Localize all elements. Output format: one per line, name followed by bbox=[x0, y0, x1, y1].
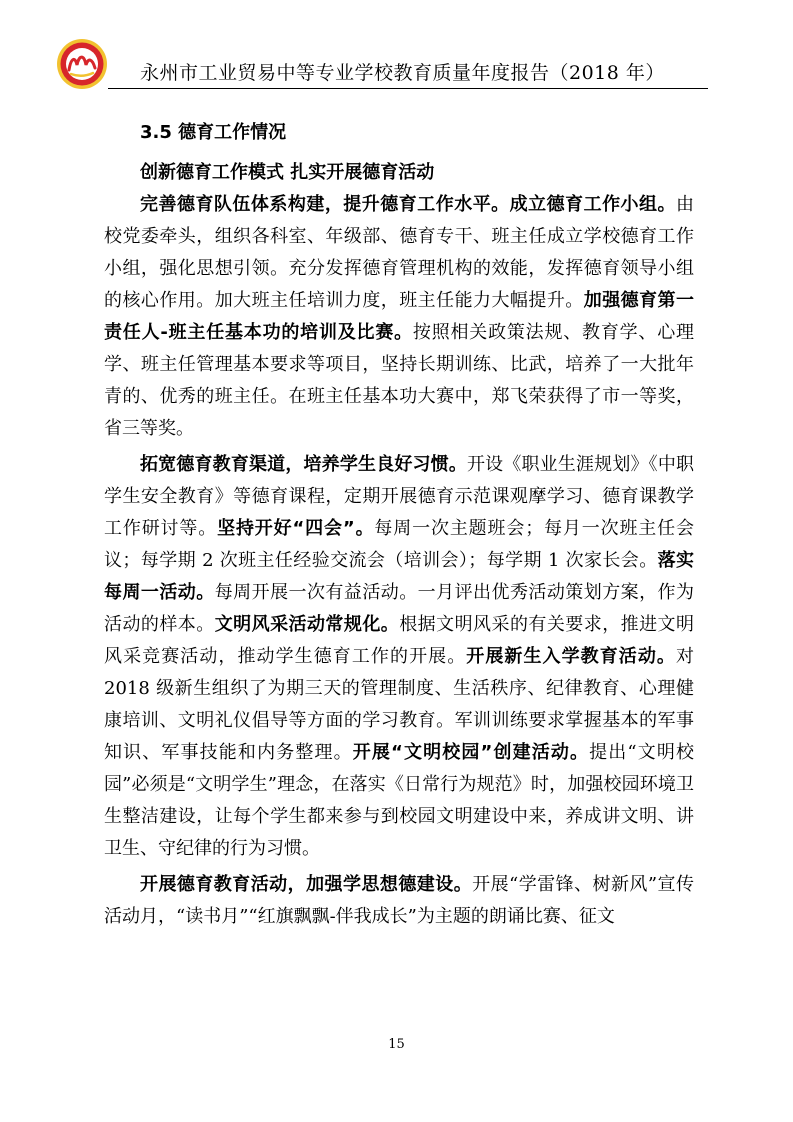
document-body bbox=[104, 117, 694, 933]
school-logo-icon bbox=[56, 38, 108, 90]
body-text: 开展“学雷锋、树新风”宣传活动月，“读书月”“红旗飘飘-伴我成长”为主题的朗诵比赛、征文 bbox=[104, 874, 694, 927]
body-text: 对 2018 级新生组织了为期三天的管理制度、生活秩序、纪律教育、心理健康培训、文明礼仪倡导等方面的学习教育。军训训练要求掌握基本的军事知识、军事技能和内务整理。 bbox=[104, 646, 694, 763]
subtitle: 创新德育工作模式 扎实开展德育活动 bbox=[140, 162, 435, 183]
paragraph-moral-activities bbox=[104, 869, 694, 933]
header-title: 永州市工业贸易中等专业学校教育质量年度报告（2018 年） bbox=[140, 62, 665, 84]
paragraph-education-channels bbox=[104, 449, 694, 865]
body-text: 提出“文明校园”必须是“文明学生”理念，在落实《日常行为规范》时，加强校园环境卫生整洁建设，让每个学生都来参与到校园文明建设中来，养成讲文明、讲卫生、守纪律的行为习惯。 bbox=[104, 742, 694, 859]
body-text: 根据文明风采的有关要求，推进文明风采竞赛活动，推动学生德育工作的开展。 bbox=[104, 614, 695, 667]
bold-phrase: 坚持开好“四会”。 bbox=[217, 518, 375, 539]
body-text: 按照相关政策法规、教育学、心理学、班主任管理基本要求等项目，坚持长期训练、比武，培养了一大批年青的、优秀的班主任。在班主任基本功大赛中，郑飞荣获得了市一等奖，省三等奖。 bbox=[104, 322, 694, 439]
bold-phrase: 完善德育队伍体系构建，提升德育工作水平。成立德育工作小组。 bbox=[140, 194, 676, 215]
bold-phrase: 拓宽德育教育渠道，培养学生良好习惯。 bbox=[140, 454, 467, 475]
body-text: 开设《职业生涯规划》《中职学生安全教育》等德育课程，定期开展德育示范课观摩学习、德育课教学工作研讨等。 bbox=[104, 454, 694, 539]
bold-phrase: 加强德育第一责任人-班主任基本功的培训及比赛。 bbox=[104, 290, 695, 343]
page-number: 15 bbox=[388, 1037, 405, 1052]
bold-phrase: 开展新生入学教育活动。 bbox=[466, 646, 676, 667]
body-text: 每周一次主题班会；每月一次班主任会议；每学期 2 次班主任经验交流会（培训会）；每学期 1 次家长会。 bbox=[104, 518, 695, 571]
section-title: 3.5 德育工作情况 bbox=[140, 122, 287, 143]
body-text: 由校党委牵头，组织各科室、年级部、德育专干、班主任成立学校德育工作小组，强化思想引领。充分发挥德育管理机构的效能，发挥德育领导小组的核心作用。加大班主任培训力度，班主任能力大幅提升。 bbox=[104, 194, 694, 311]
paragraph-staff-system bbox=[104, 189, 694, 445]
bold-phrase: 开展德育教育活动，加强学思想德建设。 bbox=[140, 874, 473, 895]
bold-phrase: 落实每周一活动。 bbox=[104, 550, 694, 603]
header-divider bbox=[108, 88, 708, 89]
bold-phrase: 文明风采活动常规化。 bbox=[214, 614, 400, 635]
body-text: 每周开展一次有益活动。一月评出优秀活动策划方案，作为活动的样本。 bbox=[104, 582, 695, 635]
bold-phrase: 开展“文明校园”创建活动。 bbox=[352, 742, 590, 763]
